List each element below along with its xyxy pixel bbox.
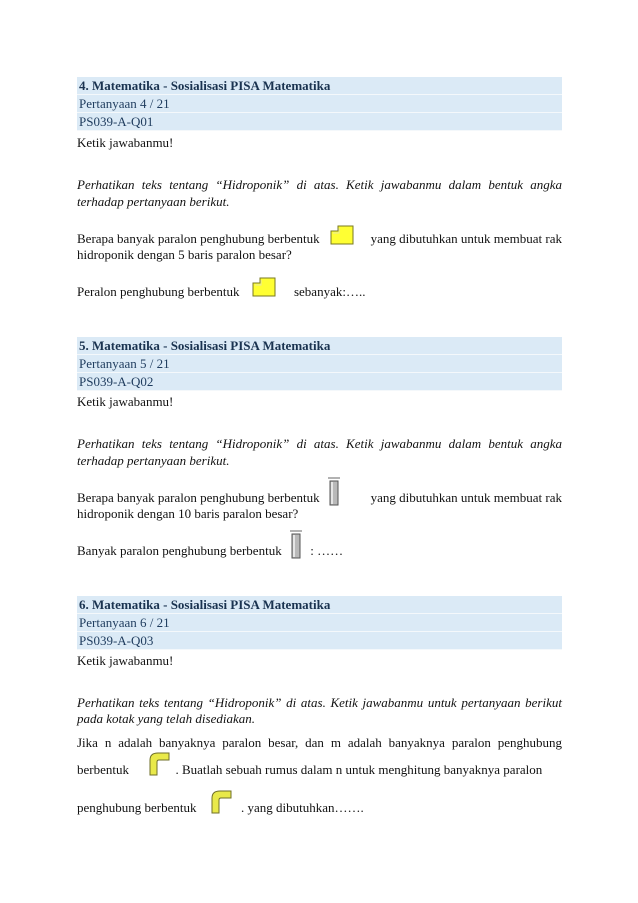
straight-pipe-icon xyxy=(289,529,303,559)
ask-text-b: yang dibutuhkan untuk membuat rak xyxy=(370,231,562,246)
question-number: Pertanyaan 4 / 21 xyxy=(77,95,562,113)
question-number: Pertanyaan 5 / 21 xyxy=(77,355,562,373)
body-text-b: . Buatlah sebuah rumus dalam n untuk menghitung banyaknya paralon xyxy=(175,762,543,777)
question-title: 5. Matematika - Sosialisasi PISA Matematika xyxy=(77,337,562,355)
lead-line-1: Perhatikan teks tentang “Hidroponik” di atas. Ketik jawabanmu dalam bentuk angka xyxy=(77,177,562,192)
question-header xyxy=(77,337,562,391)
instruction: Ketik jawabanmu! xyxy=(77,394,174,409)
curved-elbow-icon xyxy=(210,789,234,815)
ask-text-b: yang dibutuhkan untuk membuat rak xyxy=(370,490,562,505)
ask-line-2: hidroponik dengan 10 baris paralon besar? xyxy=(77,506,299,521)
ask-line-2: hidroponik dengan 5 baris paralon besar? xyxy=(77,247,292,262)
answer-text-a: Banyak paralon penghubung berbentuk xyxy=(77,543,282,558)
question-code: PS039-A-Q01 xyxy=(77,113,562,131)
body-line-2 xyxy=(77,762,562,778)
body-line-3 xyxy=(77,800,562,816)
lead-line-2: terhadap pertanyaan berikut. xyxy=(77,453,230,468)
question-6 xyxy=(77,596,562,815)
instruction: Ketik jawabanmu! xyxy=(77,135,174,150)
question-4 xyxy=(77,77,562,299)
question-title: 6. Matematika - Sosialisasi PISA Matematika xyxy=(77,596,562,614)
question-5 xyxy=(77,337,562,558)
answer-text-a: Peralon penghubung berbentuk xyxy=(77,284,240,299)
curved-elbow-icon xyxy=(148,751,172,777)
body-text-d: . yang dibutuhkan……. xyxy=(241,800,364,815)
ask-line-1 xyxy=(77,490,562,506)
question-code: PS039-A-Q03 xyxy=(77,632,562,650)
instruction: Ketik jawabanmu! xyxy=(77,653,174,668)
elbow-pipe-icon xyxy=(329,225,355,245)
lead-line-2: terhadap pertanyaan berikut. xyxy=(77,194,230,209)
body-text-c: penghubung berbentuk xyxy=(77,800,197,815)
question-header xyxy=(77,596,562,650)
question-header xyxy=(77,77,562,131)
answer-line xyxy=(77,284,562,300)
ask-text-a: Berapa banyak paralon penghubung berbentuk xyxy=(77,231,320,246)
lead-line-1: Perhatikan teks tentang “Hidroponik” di atas. Ketik jawabanmu dalam bentuk angka xyxy=(77,436,562,451)
question-title: 4. Matematika - Sosialisasi PISA Matematika xyxy=(77,77,562,95)
lead-line-2: pada kotak yang telah disediakan. xyxy=(77,711,255,726)
answer-text-b: sebanyak:….. xyxy=(293,284,366,299)
ask-text-a: Berapa banyak paralon penghubung berbentuk xyxy=(77,490,320,505)
body-line-1: Jika n adalah banyaknya paralon besar, dan m adalah banyaknya paralon penghubung xyxy=(77,735,562,750)
answer-line xyxy=(77,543,562,559)
answer-text-b: : …… xyxy=(310,543,344,558)
question-code: PS039-A-Q02 xyxy=(77,373,562,391)
ask-line-1 xyxy=(77,231,562,247)
body-text-a: berbentuk xyxy=(77,762,129,777)
straight-pipe-icon xyxy=(327,476,341,506)
lead-line-1: Perhatikan teks tentang “Hidroponik” di atas. Ketik jawabanmu untuk pertanyaan berikut xyxy=(77,695,562,710)
question-number: Pertanyaan 6 / 21 xyxy=(77,614,562,632)
elbow-pipe-icon xyxy=(251,277,277,297)
